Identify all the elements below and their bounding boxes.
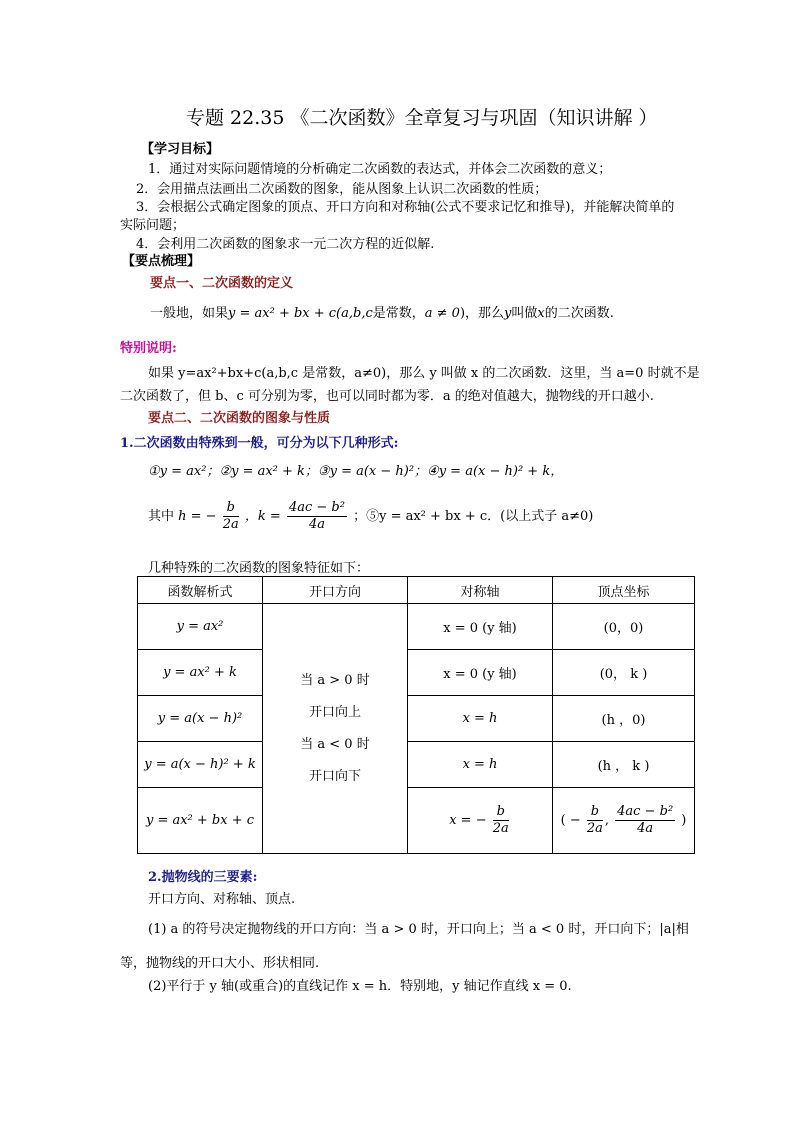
three-elements-line-2: (1) a 的符号决定抛物线的开口方向：当 a > 0 时，开口向上；当 a < 0 时，开口向下；|a|相	[148, 922, 689, 937]
cell-vertex: (h ， k )	[553, 742, 695, 788]
cell-func: y = a(x − h)²	[138, 696, 263, 742]
h-den: 2a	[222, 517, 239, 532]
forms-line: ①y = ax²；②y = ax² + k；③y = a(x − h)²；④y = a(x − h)² + k，	[148, 464, 564, 479]
axis-prefix: x = −	[449, 813, 487, 828]
objective-2: 2．会用描点法画出二次函数的图象，能从图象上认识二次函数的性质；	[136, 182, 548, 197]
three-elements-line-3: 等，抛物线的开口大小、形状相同.	[120, 956, 320, 971]
th-direction: 开口方向	[263, 577, 408, 604]
note-line-1: 如果 y=ax²+bx+c(a,b,c 是常数，a≠0)，那么 y 叫做 x 的二次函数．这里，当 a=0 时就不是	[148, 366, 700, 381]
cell-direction	[263, 604, 408, 854]
th-vertex: 顶点坐标	[553, 577, 695, 604]
cell-axis: x = 0 (y 轴)	[408, 650, 553, 696]
vertex-suffix: )	[681, 813, 687, 828]
dir-line-2: 开口向上	[308, 704, 361, 720]
vertex-fraction-2	[615, 804, 675, 837]
vertex-n1: b	[587, 804, 603, 821]
axis-den: 2a	[492, 821, 509, 836]
cell-vertex: (h ，0)	[553, 696, 695, 742]
def-var-y: y	[504, 306, 512, 321]
summary-heading: 【要点梳理】	[122, 254, 201, 269]
point1-definition	[150, 302, 614, 321]
vertex-fraction-1	[587, 804, 603, 837]
vertex-d1: 2a	[586, 821, 603, 836]
th-func: 函数解析式	[138, 577, 263, 604]
point1-heading: 要点一、二次函数的定义	[150, 276, 294, 291]
def-var-x: x	[537, 306, 545, 321]
table-row	[138, 696, 695, 742]
h-eq: h = −	[178, 509, 217, 524]
page-title: 专题 22.35 《二次函数》全章复习与巩固（知识讲解 ）	[186, 107, 658, 129]
cell-axis: x = h	[408, 742, 553, 788]
def-text-e: 的二次函数.	[544, 306, 614, 321]
cell-func: y = ax² + k	[138, 650, 263, 696]
k-den: 4a	[308, 517, 325, 532]
dir-line-3: 当 a < 0 时	[300, 736, 370, 752]
k-eq: ，k =	[244, 509, 281, 524]
def-text-d: 叫做	[511, 306, 538, 321]
three-elements-line-1: 开口方向、对称轴、顶点.	[148, 892, 296, 907]
objective-4: 4．会利用二次函数的图象求一元二次方程的近似解.	[136, 237, 435, 252]
point2-heading: 要点二、二次函数的图象与性质	[148, 411, 331, 426]
cell-func: y = a(x − h)² + k	[138, 742, 263, 788]
note-line-2: 二次函数了，但 b、c 可分别为零，也可以同时都为零．a 的绝对值越大，抛物线的开口越小.	[120, 389, 654, 404]
table-row	[138, 742, 695, 788]
objectives-heading: 【学习目标】	[141, 142, 220, 157]
cell-vertex: (0，0)	[553, 604, 695, 650]
three-elements-line-4: (2)平行于 y 轴(或重合)的直线记作 x = h．特别地，y 轴记作直线 x = 0.	[148, 979, 572, 994]
h-fraction	[223, 500, 239, 533]
objective-3: 3．会根据公式确定图象的顶点、开口方向和对称轴(公式不要求记忆和推导)，并能解决简单的	[136, 200, 675, 215]
k-num: 4ac − b²	[288, 500, 345, 515]
form5: ；⑤y = ax² + bx + c．(以上式子 a≠0)	[353, 509, 594, 524]
hk-line	[148, 500, 593, 533]
cell-vertex: ( − $\frac{b}{2a}$ , $\frac{\text{4ac − b²}}{4a}$ )	[553, 788, 695, 854]
vertex-n2: 4ac − b²	[617, 804, 674, 819]
three-elements-heading: 2.抛物线的三要素:	[148, 870, 258, 885]
axis-fraction	[493, 804, 509, 837]
note-label: 特别说明:	[120, 341, 177, 356]
def-text-c: )，那么	[459, 306, 505, 321]
def-text-b: 是常数，	[372, 306, 425, 321]
table-row	[138, 604, 695, 650]
k-fraction	[287, 500, 347, 533]
dir-line-4: 开口向下	[308, 768, 361, 784]
axis-num: b	[493, 804, 509, 821]
def-cond: a ≠ 0	[424, 306, 460, 321]
cell-axis: x = h	[408, 696, 553, 742]
cell-func: y = ax²	[138, 604, 263, 650]
cell-func: y = ax² + bx + c	[138, 788, 263, 854]
def-formula: y = ax² + bx + c(a,b,c	[228, 306, 373, 321]
cell-axis	[408, 788, 553, 854]
features-table	[137, 576, 695, 854]
where-text: 其中	[148, 509, 175, 524]
th-axis: 对称轴	[408, 577, 553, 604]
table-row	[138, 788, 695, 854]
h-num: b	[223, 500, 239, 517]
table-intro: 几种特殊的二次函数的图象特征如下：	[148, 561, 370, 576]
vertex-prefix: ( −	[560, 813, 581, 828]
vertex-d2: 4a	[637, 821, 654, 836]
point2-sub1: 1.二次函数由特殊到一般，可分为以下几种形式:	[120, 436, 399, 451]
objective-3-cont: 实际问题；	[120, 218, 186, 233]
cell-vertex: (0， k )	[553, 650, 695, 696]
cell-axis: x = 0 (y 轴)	[408, 604, 553, 650]
def-text-a: 一般地，如果	[150, 306, 229, 321]
objective-1: 1．通过对实际问题情境的分析确定二次函数的表达式，并体会二次函数的意义；	[148, 162, 612, 177]
dir-line-1: 当 a > 0 时	[300, 672, 370, 688]
table-row	[138, 650, 695, 696]
